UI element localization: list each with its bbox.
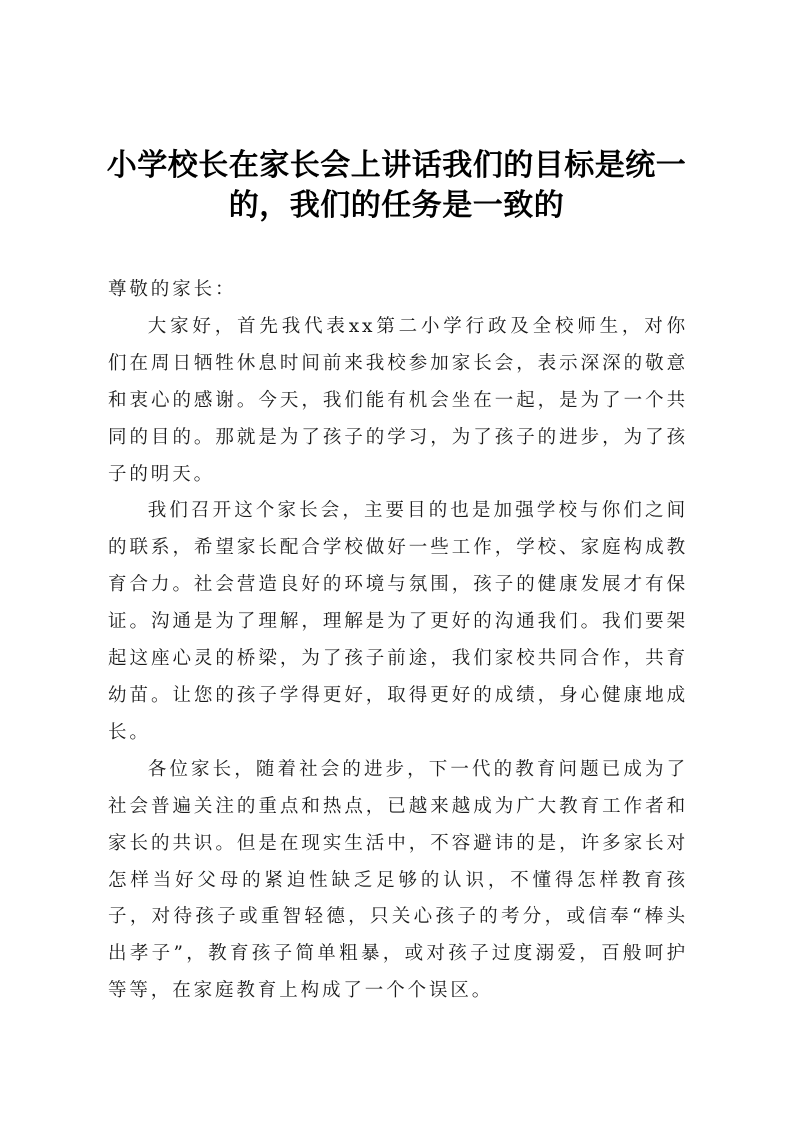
- paragraph-1: 大家好，首先我代表xx第二小学行政及全校师生，对你们在周日牺牲休息时间前来我校参加家长会，表示深深的敬意和衷心的感谢。今天，我们能有机会坐在一起，是为了一个共同的目的。那就是为了孩子的学习，为了孩子的进步，为了孩子的明天。: [108, 315, 688, 485]
- document-title: 小学校长在家长会上讲话我们的目标是统一的，我们的任务是一致的: [106, 148, 687, 223]
- paragraph-3: 各位家长，随着社会的进步，下一代的教育问题已成为了社会普遍关注的重点和热点，已越来越成为广大教育工作者和家长的共识。但是在现实生活中，不容避讳的是，许多家长对怎样当好父母的紧迫性缺乏足够的认识，不懂得怎样教育孩子，对待孩子或重智轻德，只关心孩子的考分，或信奉“棒头出孝子”，教育孩子简单粗暴，或对孩子过度溺爱，百般呵护等等，在家庭教育上构成了一个个误区。: [108, 758, 688, 1002]
- paragraph-2: 我们召开这个家长会，主要目的也是加强学校与你们之间的联系，希望家长配合学校做好一些工作，学校、家庭构成教育合力。社会营造良好的环境与氛围，孩子的健康发展才有保证。沟通是为了理解，理解是为了更好的沟通我们。我们要架起这座心灵的桥梁，为了孩子前途，我们家校共同合作，共育幼苗。让您的孩子学得更好，取得更好的成绩，身心健康地成长。: [108, 500, 688, 743]
- salutation: 尊敬的家长：: [108, 279, 237, 300]
- document-body: [108, 272, 688, 1010]
